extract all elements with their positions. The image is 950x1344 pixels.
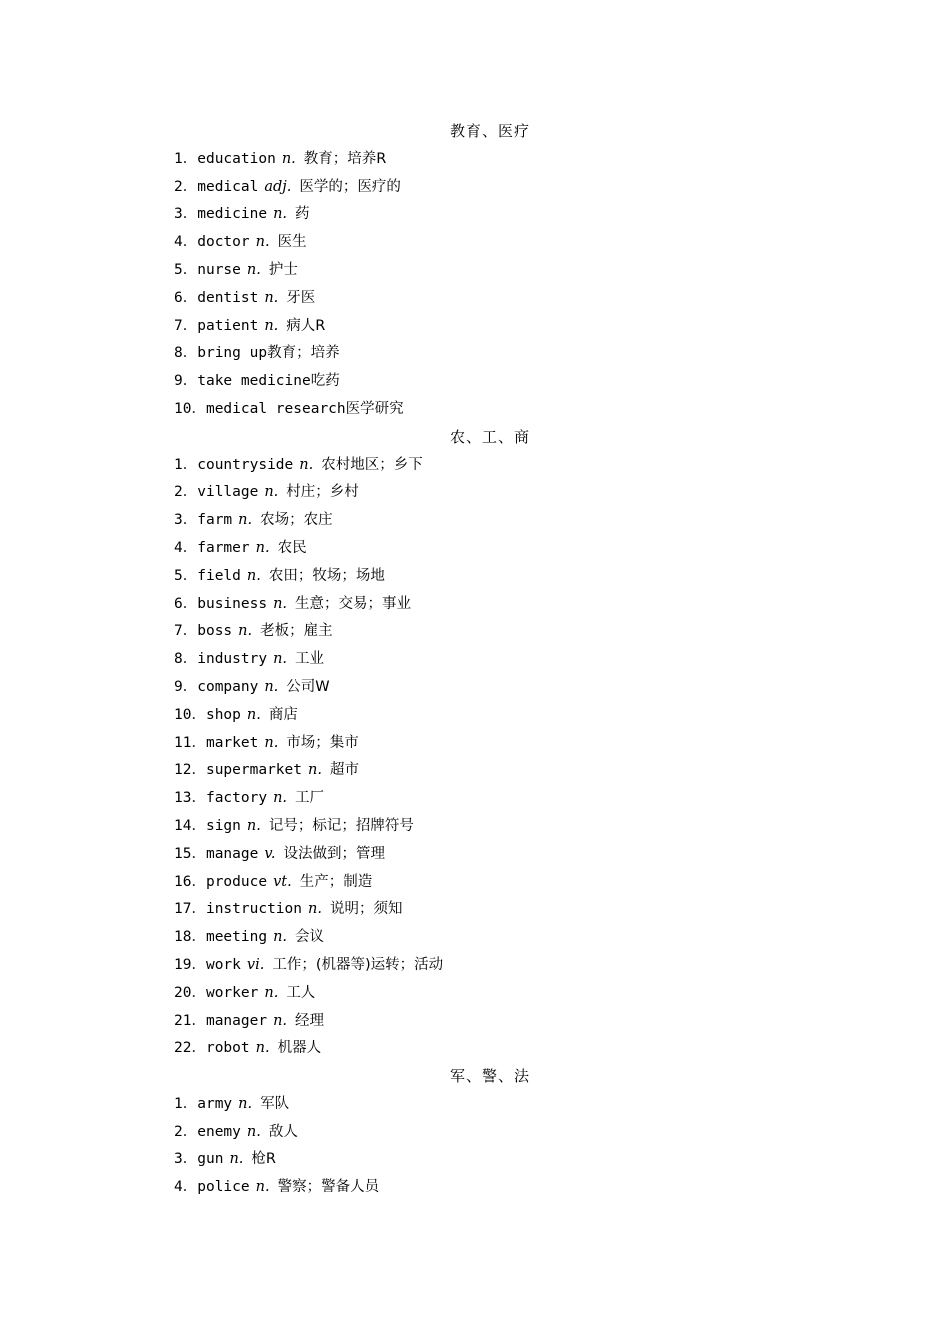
section-title: 教育、医疗 (450, 122, 531, 140)
entry-number: 9． (174, 373, 198, 390)
entry-definition: 教育；培养 (267, 345, 340, 362)
entry-word: doctor (197, 234, 250, 251)
entry-word: factory (205, 790, 268, 807)
vocab-entry (174, 174, 814, 202)
entry-definition: 老板；雇主 (260, 623, 333, 640)
vocab-entry (174, 618, 814, 646)
vocab-entry (174, 535, 814, 563)
vocab-entry (174, 591, 814, 619)
entry-definition: 设法做到；管理 (283, 845, 385, 862)
entry-number: 1． (174, 456, 198, 473)
entry-number: 13． (174, 790, 206, 807)
entry-word: education (197, 150, 276, 167)
entry-word: countryside (197, 456, 294, 473)
entry-part-of-speech: vt. (273, 873, 292, 890)
entry-part-of-speech: n. (255, 1040, 270, 1057)
entry-number: 3． (174, 512, 198, 529)
entry-part-of-speech: n. (273, 595, 288, 612)
entry-word: instruction (205, 901, 302, 918)
entry-number: 10． (174, 706, 206, 723)
vocab-entry (174, 813, 814, 841)
vocab-entry (174, 896, 814, 924)
entry-word: nurse (197, 261, 241, 278)
entry-number: 1． (174, 1095, 198, 1112)
entry-number: 18． (174, 929, 206, 946)
entry-number: 3． (174, 206, 198, 223)
entry-word: dentist (197, 289, 259, 306)
entry-word: bring up (197, 345, 268, 362)
entry-number: 17． (174, 901, 206, 918)
entry-number: 4． (174, 234, 198, 251)
entry-number: 5． (174, 567, 198, 584)
entry-definition: 医学的；医疗的 (299, 178, 401, 195)
entry-word: industry (197, 651, 268, 668)
entry-part-of-speech: n. (264, 484, 279, 501)
entry-word: police (197, 1179, 250, 1196)
entry-word: medical research (205, 400, 346, 417)
entry-definition: 农田；牧场；场地 (268, 567, 385, 584)
vocab-entry (174, 757, 814, 785)
entry-part-of-speech: n. (264, 289, 279, 306)
vocab-entry (174, 452, 814, 480)
entry-part-of-speech: n. (264, 984, 279, 1001)
entry-number: 15． (174, 845, 206, 862)
entry-definition: 公司W (286, 678, 330, 695)
vocab-entry (174, 730, 814, 758)
entry-number: 20． (174, 984, 206, 1001)
entry-word: market (205, 734, 259, 751)
vocab-entry (174, 368, 814, 396)
vocab-entry (174, 1091, 814, 1119)
entry-definition: 军队 (260, 1095, 290, 1112)
vocab-entry (174, 674, 814, 702)
entry-word: medicine (197, 206, 268, 223)
entry-part-of-speech: n. (246, 567, 261, 584)
entry-number: 5． (174, 261, 198, 278)
entry-word: robot (205, 1040, 250, 1057)
vocab-entry (174, 1035, 814, 1063)
entry-word: supermarket (205, 762, 302, 779)
entry-definition: 农民 (277, 539, 307, 556)
entry-word: sign (205, 817, 241, 834)
entry-number: 3． (174, 1151, 198, 1168)
entry-definition: 生产；制造 (299, 873, 373, 890)
vocab-entry (174, 785, 814, 813)
entry-definition: 说明；须知 (329, 901, 403, 918)
entry-definition: 经理 (295, 1012, 325, 1029)
entry-part-of-speech: vi. (246, 956, 265, 973)
entry-part-of-speech: adj. (264, 178, 292, 195)
entry-part-of-speech: n. (281, 150, 296, 167)
entry-definition: 工人 (286, 984, 316, 1001)
entry-part-of-speech: n. (255, 1179, 270, 1196)
entry-definition: 机器人 (277, 1040, 322, 1057)
entry-word: company (197, 678, 259, 695)
entry-part-of-speech: n. (273, 790, 288, 807)
vocab-entry (174, 1174, 814, 1202)
entry-number: 22． (174, 1040, 206, 1057)
entry-definition: 护士 (268, 261, 298, 278)
entry-definition: 医生 (277, 234, 307, 251)
vocab-entry (174, 952, 814, 980)
vocab-entry (174, 201, 814, 229)
entry-number: 6． (174, 595, 198, 612)
vocab-entry (174, 1119, 814, 1147)
entry-definition: 生意；交易；事业 (295, 595, 412, 612)
entry-word: gun (197, 1151, 224, 1168)
entry-definition: 教育；培养R (303, 150, 387, 167)
entry-word: patient (197, 317, 259, 334)
entry-part-of-speech: n. (273, 206, 288, 223)
entry-part-of-speech: n. (246, 817, 261, 834)
entry-number: 9． (174, 678, 198, 695)
entry-definition: 枪R (251, 1151, 276, 1168)
entry-number: 4． (174, 1179, 198, 1196)
vocab-entry (174, 479, 814, 507)
entry-part-of-speech: n. (264, 734, 279, 751)
entry-part-of-speech: n. (264, 317, 279, 334)
vocab-entry (174, 980, 814, 1008)
entry-number: 21． (174, 1012, 206, 1029)
vocab-entry (174, 229, 814, 257)
entry-word: field (197, 567, 241, 584)
entry-word: business (197, 595, 268, 612)
entry-part-of-speech: n. (308, 901, 322, 918)
entry-word: meeting (205, 929, 268, 946)
entry-part-of-speech: n. (246, 261, 261, 278)
entry-word: farm (197, 512, 233, 529)
entry-number: 11． (174, 734, 206, 751)
entry-word: army (197, 1095, 233, 1112)
vocab-entry (174, 1146, 814, 1174)
entry-part-of-speech: n. (273, 651, 288, 668)
entry-part-of-speech: n. (264, 678, 279, 695)
entry-definition: 药 (295, 206, 310, 223)
entry-number: 7． (174, 623, 198, 640)
entry-number: 12． (174, 762, 206, 779)
entry-definition: 市场；集市 (286, 734, 359, 751)
entry-definition: 工业 (295, 651, 325, 668)
vocab-entry (174, 313, 814, 341)
vocab-entry (174, 285, 814, 313)
entry-definition: 医学研究 (345, 400, 404, 417)
vocab-entry (174, 563, 814, 591)
entry-number: 4． (174, 539, 198, 556)
entry-number: 6． (174, 289, 198, 306)
entry-word: farmer (197, 539, 250, 556)
entry-word: boss (197, 623, 233, 640)
entry-number: 8． (174, 345, 198, 362)
entry-part-of-speech: n. (255, 234, 270, 251)
entry-word: worker (205, 984, 259, 1001)
vocab-entry (174, 396, 814, 424)
entry-word: village (197, 484, 259, 501)
vocab-entry (174, 1008, 814, 1036)
entry-definition: 农场；农庄 (260, 512, 333, 529)
entry-definition: 牙医 (286, 289, 316, 306)
vocab-entry (174, 507, 814, 535)
entry-word: enemy (197, 1123, 241, 1140)
entry-part-of-speech: n. (238, 1095, 253, 1112)
vocab-entry (174, 340, 814, 368)
entry-part-of-speech: n. (273, 929, 288, 946)
entry-number: 19． (174, 956, 206, 973)
entry-part-of-speech: n. (246, 1123, 261, 1140)
entry-number: 16． (174, 873, 206, 890)
vocab-entry (174, 841, 814, 869)
section-title: 军、警、法 (450, 1067, 531, 1086)
entry-definition: 警察；警备人员 (277, 1179, 380, 1196)
entry-number: 1． (174, 150, 198, 167)
entry-part-of-speech: v. (264, 845, 276, 862)
entry-definition: 敌人 (268, 1123, 298, 1140)
entry-word: produce (205, 873, 268, 890)
vocab-entry (174, 646, 814, 674)
vocab-entry (174, 869, 814, 897)
entry-definition: 村庄；乡村 (286, 484, 359, 501)
entry-part-of-speech: n. (308, 762, 322, 779)
entry-definition: 工作；(机器等)运转；活动 (272, 956, 444, 973)
vocab-entry (174, 146, 814, 174)
entry-definition: 病人R (286, 317, 326, 334)
entry-definition: 农村地区；乡下 (321, 456, 423, 473)
vocab-entry (174, 702, 814, 730)
entry-part-of-speech: n. (299, 456, 314, 473)
entry-word: take medicine (197, 373, 311, 390)
entry-number: 8． (174, 651, 198, 668)
entry-part-of-speech: n. (255, 539, 270, 556)
entry-definition: 会议 (295, 929, 325, 946)
section-title: 农、工、商 (450, 427, 531, 446)
vocabulary-list (174, 118, 814, 1202)
entry-word: shop (205, 706, 241, 723)
entry-definition: 超市 (329, 762, 359, 779)
entry-number: 2． (174, 484, 198, 501)
entry-word: medical (197, 178, 259, 195)
entry-number: 2． (174, 178, 198, 195)
entry-part-of-speech: n. (238, 623, 253, 640)
entry-word: manage (205, 845, 259, 862)
entry-number: 10． (174, 400, 206, 417)
entry-definition: 记号；标记；招牌符号 (268, 817, 414, 834)
entry-part-of-speech: n. (238, 512, 253, 529)
entry-word: work (205, 956, 241, 973)
entry-definition: 吃药 (310, 373, 340, 390)
vocab-entry (174, 924, 814, 952)
entry-number: 7． (174, 317, 198, 334)
entry-word: manager (205, 1012, 268, 1029)
entry-definition: 商店 (268, 706, 298, 723)
entry-part-of-speech: n. (229, 1151, 244, 1168)
entry-part-of-speech: n. (246, 706, 261, 723)
vocab-entry (174, 257, 814, 285)
entry-part-of-speech: n. (273, 1012, 288, 1029)
entry-number: 2． (174, 1123, 198, 1140)
entry-number: 14． (174, 817, 206, 834)
entry-definition: 工厂 (295, 790, 325, 807)
